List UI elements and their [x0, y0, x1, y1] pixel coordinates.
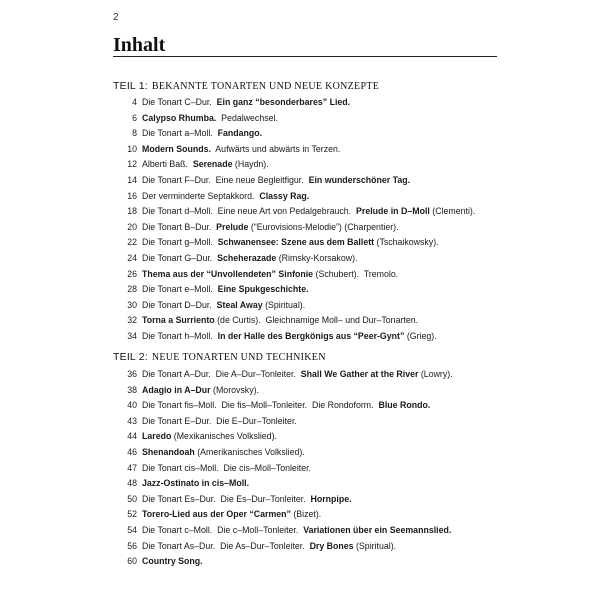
toc-entry [113, 220, 513, 236]
toc-page-number: 48 [127, 478, 137, 489]
toc-entry-text [142, 267, 398, 283]
section-label: TEIL 2: [113, 351, 148, 363]
toc-piece-title: Eine Spukgeschichte. [217, 284, 309, 295]
toc-list-teil-1 [113, 95, 513, 345]
toc-piece-title: Hornpipe. [310, 493, 352, 504]
toc-description: Der verminderte Septakkord. [142, 190, 260, 201]
toc-piece-title: Prelude [216, 221, 249, 232]
toc-page-number: 14 [127, 174, 137, 185]
toc-page-number: 24 [127, 252, 137, 263]
toc-piece-title: Prelude in D–Moll [356, 206, 430, 217]
toc-description: (Mexikanisches Volkslied). [171, 431, 277, 442]
toc-description: Die Tonart F–Dur. Eine neue Begleitfigur. [142, 174, 309, 185]
toc-piece-title: In der Halle des Bergkönigs aus “Peer-Gynt” [217, 330, 405, 341]
toc-description: (Tschaikowsky). [374, 237, 439, 248]
toc-piece-title: Adagio in A–Dur [142, 384, 211, 395]
toc-description: (Rimsky-Korsakow). [276, 252, 358, 263]
toc-piece-title: Fandango. [217, 128, 263, 139]
toc-page-number: 20 [127, 221, 137, 232]
toc-entry-text [142, 220, 399, 236]
toc-entry [113, 539, 513, 555]
toc-piece-title: Scheherazade [217, 252, 277, 263]
section-heading-teil-1 [113, 80, 379, 92]
toc-piece-title: Calypso Rhumba. [142, 112, 217, 123]
toc-entry [113, 554, 513, 570]
toc-page-number: 60 [127, 556, 137, 567]
toc-entry [113, 507, 513, 523]
toc-entry [113, 298, 513, 314]
toc-page-number: 46 [127, 446, 137, 457]
toc-entry-text [142, 476, 249, 492]
toc-piece-title: Torero-Lied aus der Oper “Carmen” [142, 509, 291, 520]
toc-entry-text [142, 298, 305, 314]
toc-description: Die Tonart E–Dur. Die E–Dur–Tonleiter. [142, 415, 297, 426]
toc-entry [113, 267, 513, 283]
toc-entry [113, 329, 513, 345]
toc-piece-title: Thema aus der “Unvollendeten” Sinfonie [142, 268, 314, 279]
toc-piece-title: Torna a Surriento [142, 315, 215, 326]
toc-page-number: 22 [127, 237, 137, 248]
toc-entry [113, 235, 513, 251]
toc-description: Die Tonart c–Moll. Die c–Moll–Tonleiter. [142, 524, 304, 535]
toc-page-number: 38 [127, 384, 137, 395]
toc-entry [113, 95, 513, 111]
toc-page-number: 6 [132, 112, 137, 123]
toc-piece-title: Blue Rondo. [378, 400, 431, 411]
title-divider [113, 56, 497, 57]
toc-entry [113, 523, 513, 539]
section-heading-teil-2 [113, 351, 326, 363]
toc-page-number: 16 [127, 190, 137, 201]
toc-page-number: 10 [127, 143, 137, 154]
toc-entry [113, 398, 513, 414]
toc-entry [113, 173, 513, 189]
toc-piece-title: Shenandoah [142, 446, 195, 457]
toc-description: Die Tonart a–Moll. [142, 128, 218, 139]
toc-description: Die Tonart B–Dur. [142, 221, 217, 232]
toc-entry-text [142, 251, 357, 267]
section-title: NEUE TONARTEN UND TECHNIKEN [151, 352, 326, 363]
toc-entry-text [142, 282, 309, 298]
toc-piece-title: Laredo [142, 431, 172, 442]
toc-entry-text [142, 313, 418, 329]
toc-description: (“Eurovisions-Melodie”) (Charpentier). [248, 221, 399, 232]
toc-description: Die Tonart C–Dur. [142, 97, 217, 107]
toc-entry-text [142, 554, 203, 570]
toc-description: (Clementi). [429, 206, 476, 217]
toc-entry [113, 445, 513, 461]
toc-entry [113, 313, 513, 329]
toc-page-number: 26 [127, 268, 137, 279]
toc-page-number: 44 [127, 431, 137, 442]
toc-description: Die Tonart Es–Dur. Die Es–Dur–Tonleiter. [142, 493, 311, 504]
toc-entry-text [142, 429, 277, 445]
toc-entry-text [142, 398, 430, 414]
toc-description: Die Tonart cis–Moll. Die cis–Moll–Tonleiter. [142, 462, 311, 473]
toc-entry-text [142, 173, 410, 189]
toc-entry-text [142, 189, 309, 205]
toc-entry [113, 383, 513, 399]
toc-page-number: 30 [127, 299, 137, 310]
toc-page-number: 56 [127, 540, 137, 551]
toc-entry-text [142, 507, 321, 523]
toc-piece-title: Ein wunderschöner Tag. [308, 174, 411, 185]
toc-page-number: 32 [127, 315, 137, 326]
toc-piece-title: Steal Away [216, 299, 263, 310]
toc-entry-text [142, 142, 340, 158]
toc-piece-title: Shall We Gather at the River [300, 369, 419, 379]
toc-description: Pedalwechsel. [216, 112, 278, 123]
toc-description: Die Tonart h–Moll. [142, 330, 218, 341]
toc-page-number: 50 [127, 493, 137, 504]
toc-entry-text [142, 461, 311, 477]
toc-entry [113, 429, 513, 445]
toc-list-teil-2 [113, 367, 513, 570]
toc-entry [113, 492, 513, 508]
toc-entry-text [142, 235, 439, 251]
toc-page-number: 4 [132, 97, 137, 107]
toc-piece-title: Classy Rag. [259, 190, 310, 201]
toc-description: Die Tonart D–Dur. [142, 299, 217, 310]
toc-description: (Amerikanisches Volkslied). [194, 446, 305, 457]
toc-page-number: 18 [127, 206, 137, 217]
toc-page-number: 54 [127, 524, 137, 535]
toc-piece-title: Variationen über ein Seemannslied. [303, 524, 452, 535]
toc-entry-text [142, 95, 350, 111]
toc-entry [113, 126, 513, 142]
toc-page-number: 43 [127, 415, 137, 426]
toc-piece-title: Modern Sounds. [142, 143, 211, 154]
toc-entry-text [142, 367, 453, 383]
toc-description: Die Tonart A–Dur. Die A–Dur–Tonleiter. [142, 369, 301, 379]
toc-page-number: 8 [132, 128, 137, 139]
toc-description: (Schubert). Tremolo. [313, 268, 399, 279]
toc-description: (Lowry). [418, 369, 453, 379]
toc-description: Die Tonart d–Moll. Eine neue Art von Pedalgebrauch. [142, 206, 357, 217]
toc-description: (Spiritual). [262, 299, 306, 310]
toc-entry [113, 157, 513, 173]
toc-description: Aufwärts und abwärts in Terzen. [210, 143, 341, 154]
toc-entry [113, 476, 513, 492]
toc-page-number: 34 [127, 330, 137, 341]
toc-description: Die Tonart G–Dur. [142, 252, 218, 263]
toc-piece-title: Dry Bones [309, 540, 354, 551]
toc-entry-text [142, 126, 262, 142]
toc-entry [113, 461, 513, 477]
toc-description: (Haydn). [232, 159, 269, 170]
toc-piece-title: Country Song. [142, 556, 203, 567]
toc-entry-text [142, 329, 437, 345]
toc-entry-text [142, 414, 297, 430]
page-title: Inhalt [113, 34, 166, 56]
toc-entry-text [142, 539, 396, 555]
toc-entry [113, 414, 513, 430]
toc-description: (de Curtis). Gleichnamige Moll– und Dur–Tonarten. [214, 315, 419, 326]
toc-piece-title: Ein ganz “besonderbares” Lied. [216, 97, 351, 107]
toc-description: (Bizet). [290, 509, 322, 520]
toc-description: Alberti Baß. [142, 159, 193, 170]
page-number: 2 [113, 12, 119, 23]
toc-description: (Grieg). [404, 330, 437, 341]
section-title: BEKANNTE TONARTEN UND NEUE KONZEPTE [151, 81, 380, 92]
toc-entry-text [142, 383, 259, 399]
toc-entry-text [142, 204, 475, 220]
toc-page-number: 52 [127, 509, 137, 520]
toc-description: (Spiritual). [353, 540, 397, 551]
toc-entry-text [142, 492, 352, 508]
toc-entry [113, 367, 513, 383]
toc-piece-title: Jazz-Ostinato in cis–Moll. [142, 478, 250, 489]
toc-entry [113, 282, 513, 298]
toc-description: Die Tonart g–Moll. [142, 237, 218, 248]
toc-entry-text [142, 523, 451, 539]
toc-entry [113, 204, 513, 220]
toc-page-number: 47 [127, 462, 137, 473]
toc-description: (Morovsky). [210, 384, 259, 395]
section-label: TEIL 1: [113, 80, 148, 92]
toc-page-number: 28 [127, 284, 137, 295]
toc-description: Die Tonart e–Moll. [142, 284, 218, 295]
toc-page-number: 12 [127, 159, 137, 170]
toc-piece-title: Serenade [192, 159, 233, 170]
toc-entry [113, 189, 513, 205]
toc-entry [113, 251, 513, 267]
toc-entry-text [142, 111, 278, 127]
toc-page-number: 36 [127, 369, 137, 379]
toc-page-number: 40 [127, 400, 137, 411]
toc-description: Die Tonart fis–Moll. Die fis–Moll–Tonleiter. Die Rondoform. [142, 400, 379, 411]
toc-piece-title: Schwanensee: Szene aus dem Ballett [217, 237, 375, 248]
toc-entry [113, 142, 513, 158]
toc-entry [113, 111, 513, 127]
toc-entry-text [142, 445, 305, 461]
toc-entry-text [142, 157, 269, 173]
toc-description: Die Tonart As–Dur. Die As–Dur–Tonleiter. [142, 540, 310, 551]
